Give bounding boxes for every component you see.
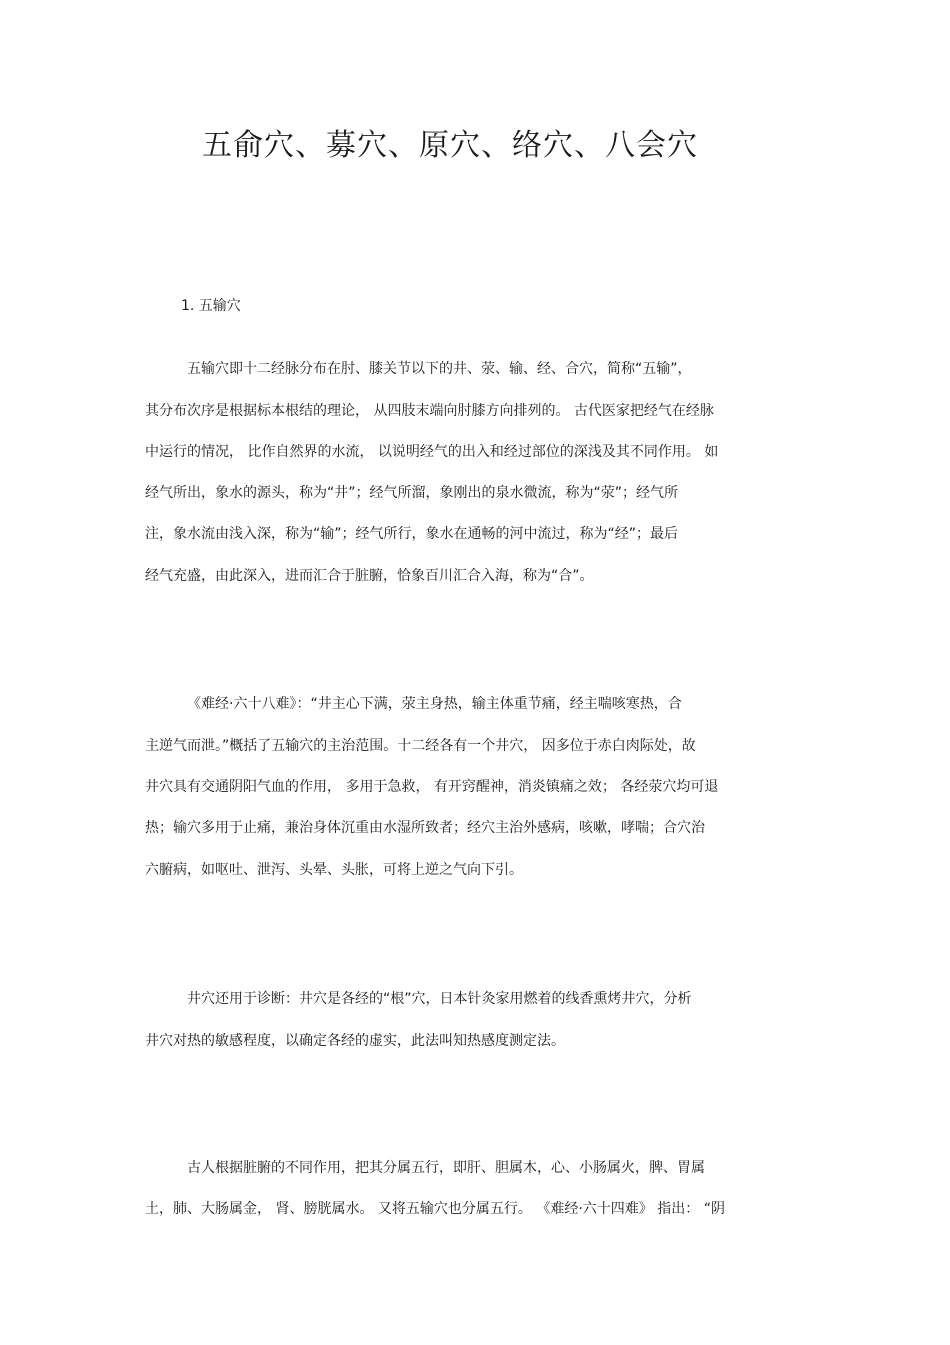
paragraph-1-line-1: 五输穴即十二经脉分布在肘、膝关节以下的井、荥、输、经、合穴，简称“五输”， <box>187 361 692 377</box>
paragraph-3-line-1: 井穴还用于诊断：井穴是各经的“根”穴，日本针灸家用燃着的线香熏烤井穴，分析 <box>187 991 692 1007</box>
paragraph-2-line-2: 主逆气而泄。”概括了五输穴的主治范围。十二经各有一个井穴， 因多位于赤白肉际处，故 <box>145 738 696 754</box>
section-heading: 1. 五输穴 <box>181 298 241 314</box>
paragraph-2-line-1: 《难经·六十八难》：“井主心下满，荥主身热，输主体重节痛，经主喘咳寒热，合 <box>187 696 682 712</box>
paragraph-1-line-2: 其分布次序是根据标本根结的理论， 从四肢末端向肘膝方向排列的。 古代医家把经气在经脉 <box>145 403 714 419</box>
paragraph-2-line-5: 六腑病，如呕吐、泄泻、头晕、头胀，可将上逆之气向下引。 <box>145 862 523 878</box>
paragraph-1-line-4: 经气所出，象水的源头，称为“井”；经气所溜，象刚出的泉水微流，称为“荥”；经气所 <box>145 485 679 501</box>
paragraph-1-line-5: 注，象水流由浅入深，称为“输”；经气所行，象水在通畅的河中流过，称为“经”；最后 <box>145 526 679 542</box>
paragraph-1-line-3: 中运行的情况， 比作自然界的水流， 以说明经气的出入和经过部位的深浅及其不同作用。 如 <box>145 444 719 460</box>
paragraph-2-line-3: 井穴具有交通阴阳气血的作用， 多用于急救， 有开窍醒神，消炎镇痛之效； 各经荥穴均可退 <box>145 779 719 795</box>
paragraph-2-line-4: 热；输穴多用于止痛，兼治身体沉重由水湿所致者；经穴主治外感病，咳嗽，哮喘；合穴治 <box>145 820 705 836</box>
paragraph-4-line-2: 土，肺、大肠属金， 肾、膀胱属水。 又将五输穴也分属五行。 《难经·六十四难》 指出： “阴 <box>145 1201 725 1217</box>
paragraph-4-line-1: 古人根据脏腑的不同作用，把其分属五行，即肝、胆属木，心、小肠属火，脾、胃属 <box>187 1160 705 1176</box>
paragraph-3-line-2: 井穴对热的敏感程度，以确定各经的虚实，此法叫知热感度测定法。 <box>145 1033 565 1049</box>
document-title: 五俞穴、募穴、原穴、络穴、八会穴 <box>202 128 698 163</box>
paragraph-1-line-6: 经气充盛，由此深入，进而汇合于脏腑，恰象百川汇合入海，称为“合”。 <box>145 568 594 584</box>
